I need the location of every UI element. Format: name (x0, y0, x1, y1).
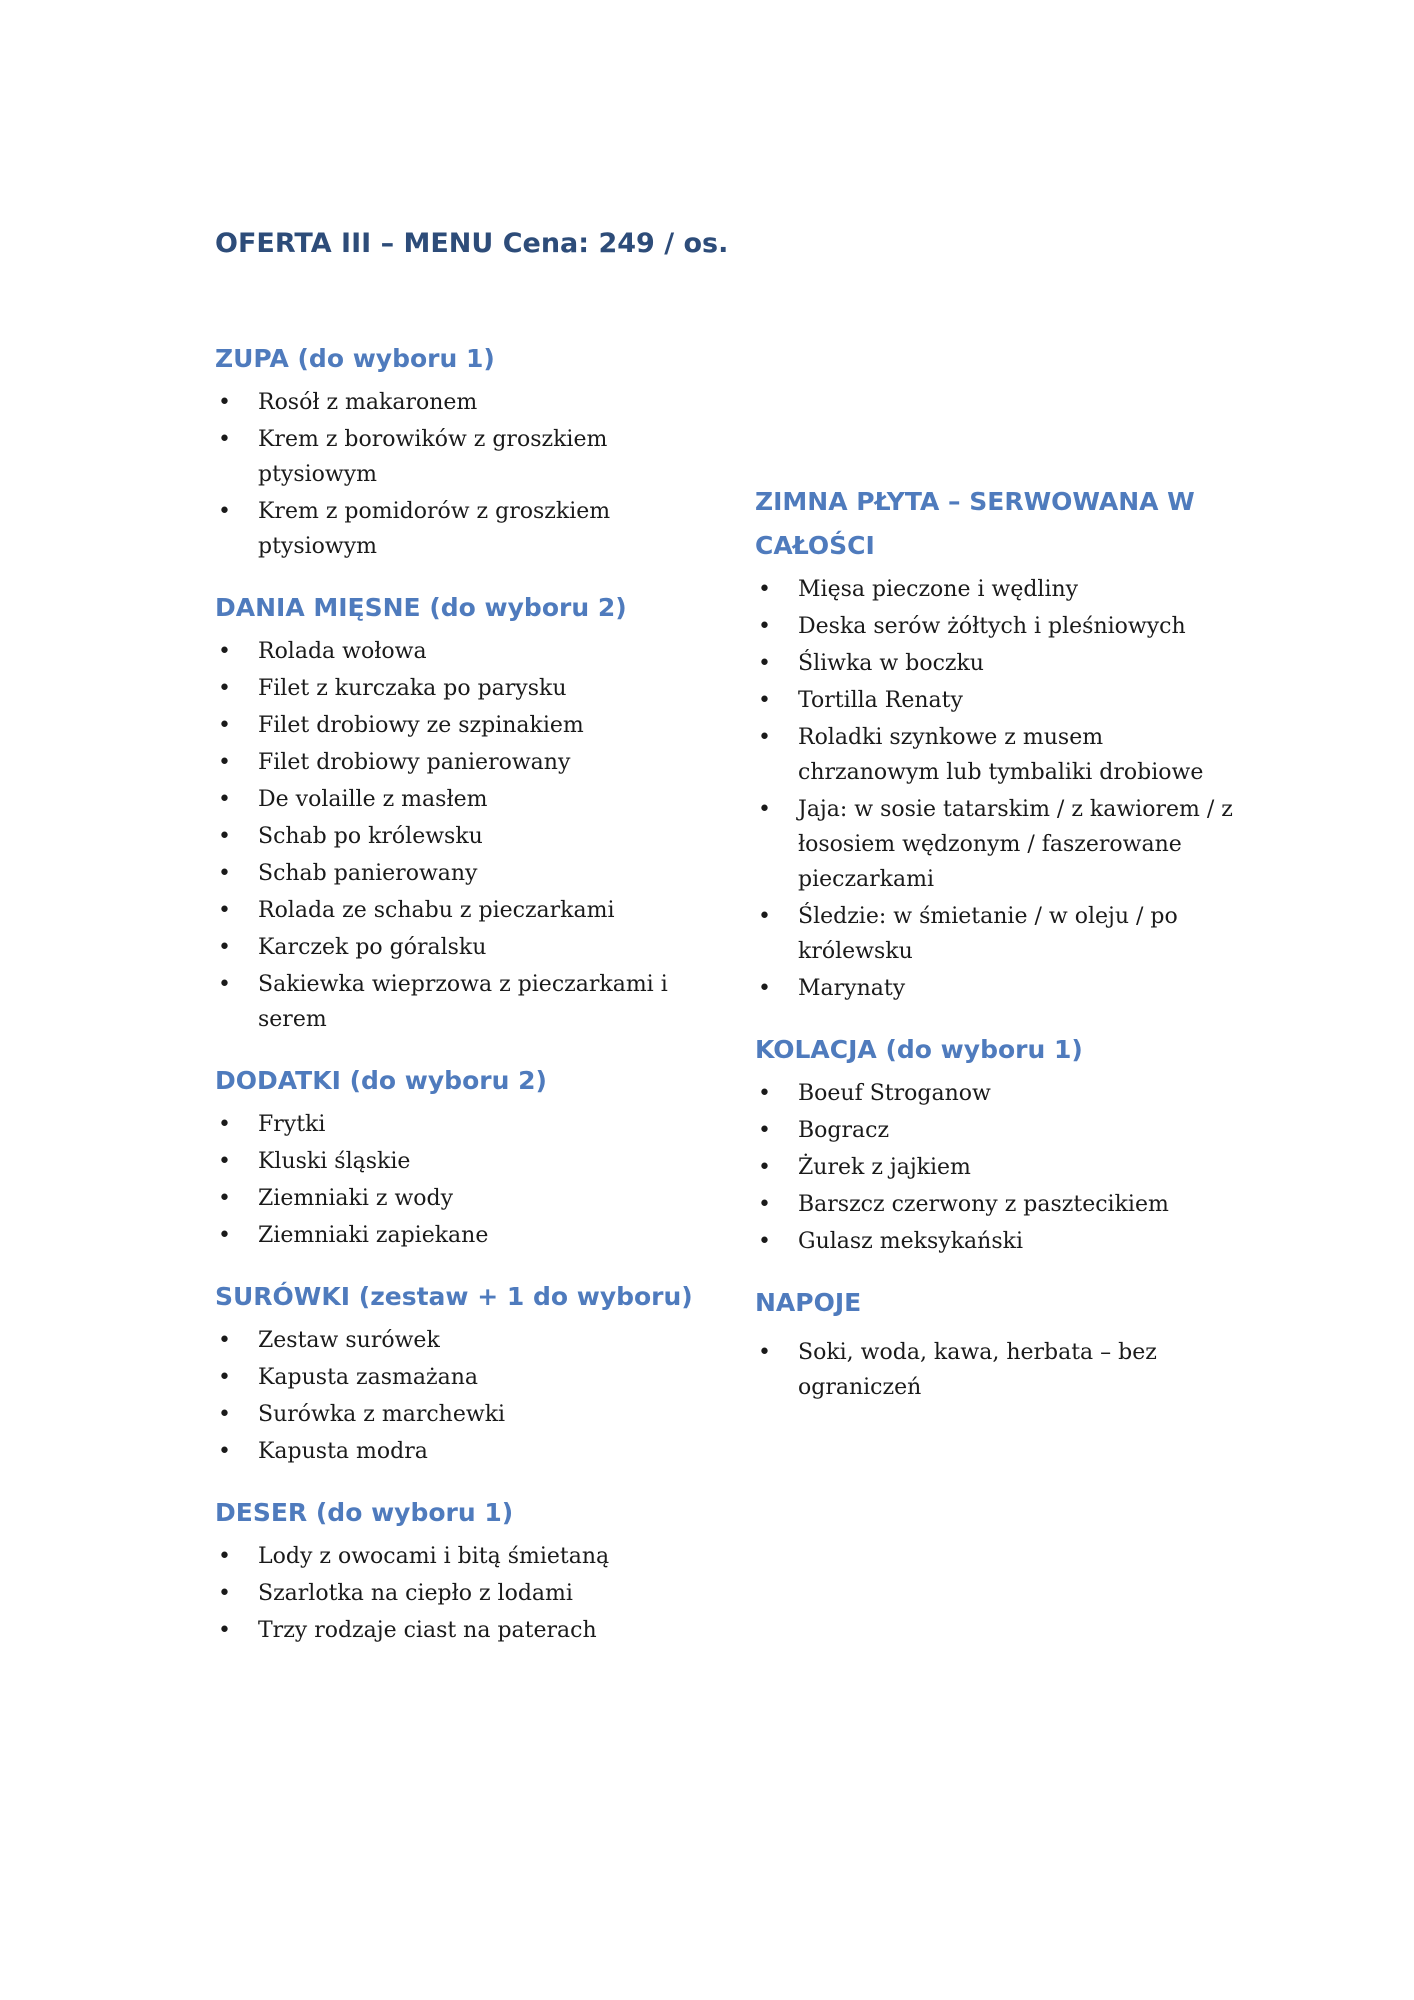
section-heading-surowki: SURÓWKI (zestaw + 1 do wyboru) (215, 1282, 693, 1311)
bullet-icon: • (218, 1618, 231, 1643)
menu-item (215, 385, 695, 420)
bullet-icon: • (758, 651, 771, 676)
menu-item-text: Ziemniaki z wody (258, 1186, 454, 1211)
menu-item (215, 1181, 695, 1216)
section-heading-zimna-plyta: ZIMNA PŁYTA – SERWOWANA W CAŁOŚCI (755, 487, 1195, 560)
menu-item-text: Gulasz meksykański (798, 1229, 1023, 1254)
section-heading-zupa: ZUPA (do wyboru 1) (215, 344, 495, 373)
bullet-icon: • (218, 1328, 231, 1353)
menu-item-text: Barszcz czerwony z pasztecikiem (798, 1192, 1169, 1217)
bullet-icon: • (218, 639, 231, 664)
bullet-icon: • (218, 1149, 231, 1174)
menu-item (215, 745, 695, 780)
item-list-surowki (215, 1323, 695, 1469)
bullet-icon: • (218, 972, 231, 997)
section-zupa (215, 337, 695, 564)
bullet-icon: • (218, 750, 231, 775)
menu-item (215, 1576, 695, 1611)
menu-item-text: Soki, woda, kawa, herbata – bez ograniczeń (798, 1340, 1157, 1400)
menu-item-text: De volaille z masłem (258, 787, 488, 812)
menu-item (215, 1613, 695, 1648)
menu-item-text: Trzy rodzaje ciast na paterach (258, 1618, 597, 1643)
bullet-icon: • (758, 1081, 771, 1106)
menu-item-text: Sakiewka wieprzowa z pieczarkami i serem (258, 972, 668, 1032)
menu-item-text: Krem z borowików z groszkiem ptysiowym (258, 427, 608, 487)
menu-item (755, 572, 1235, 607)
section-kolacja (755, 1028, 1235, 1259)
menu-item-text: Kapusta zasmażana (258, 1365, 479, 1390)
bullet-icon: • (758, 1118, 771, 1143)
bullet-icon: • (218, 935, 231, 960)
bullet-icon: • (218, 499, 231, 524)
section-heading-dodatki: DODATKI (do wyboru 2) (215, 1066, 547, 1095)
bullet-icon: • (218, 713, 231, 738)
section-heading-kolacja: KOLACJA (do wyboru 1) (755, 1035, 1083, 1064)
menu-item (215, 1144, 695, 1179)
right-column (755, 480, 1235, 1427)
bullet-icon: • (758, 1155, 771, 1180)
menu-item (215, 1397, 695, 1432)
menu-item-text: Rosół z makaronem (258, 390, 478, 415)
menu-item (755, 899, 1235, 969)
menu-item (215, 856, 695, 891)
menu-item-text: Deska serów żółtych i pleśniowych (798, 614, 1186, 639)
menu-item-text: Filet z kurczaka po parysku (258, 676, 567, 701)
menu-item (215, 422, 695, 492)
bullet-icon: • (218, 898, 231, 923)
bullet-icon: • (218, 390, 231, 415)
menu-item (215, 494, 695, 564)
menu-item (215, 634, 695, 669)
bullet-icon: • (218, 1402, 231, 1427)
menu-item (755, 609, 1235, 644)
bullet-icon: • (758, 904, 771, 929)
menu-item (215, 819, 695, 854)
section-heading-deser: DESER (do wyboru 1) (215, 1498, 514, 1527)
menu-item (755, 646, 1235, 681)
bullet-icon: • (218, 824, 231, 849)
menu-item (215, 1107, 695, 1142)
menu-item (215, 930, 695, 965)
menu-item-text: Tortilla Renaty (798, 688, 963, 713)
menu-item (755, 1150, 1235, 1185)
bullet-icon: • (758, 1340, 771, 1365)
bullet-icon: • (218, 787, 231, 812)
menu-item-text: Krem z pomidorów z groszkiem ptysiowym (258, 499, 611, 559)
menu-item (755, 1187, 1235, 1222)
menu-item-text: Zestaw surówek (258, 1328, 440, 1353)
menu-item-text: Karczek po góralsku (258, 935, 487, 960)
menu-item-text: Rolada wołowa (258, 639, 427, 664)
menu-item-text: Śliwka w boczku (798, 651, 984, 676)
section-dania-miesne (215, 586, 695, 1037)
bullet-icon: • (758, 976, 771, 1001)
item-list-dania-miesne (215, 634, 695, 1037)
menu-item-text: Frytki (258, 1112, 326, 1137)
bullet-icon: • (218, 1581, 231, 1606)
item-list-dodatki (215, 1107, 695, 1253)
bullet-icon: • (758, 1229, 771, 1254)
bullet-icon: • (218, 676, 231, 701)
menu-item (755, 1224, 1235, 1259)
menu-item (215, 967, 695, 1037)
section-heading-dania-miesne: DANIA MIĘSNE (do wyboru 2) (215, 593, 627, 622)
bullet-icon: • (758, 614, 771, 639)
left-column (215, 337, 695, 1670)
section-surowki (215, 1275, 695, 1469)
menu-item (755, 1113, 1235, 1148)
section-deser (215, 1491, 695, 1648)
menu-item-text: Jaja: w sosie tatarskim / z kawiorem / z łososiem wędzonym / faszerowane pieczarkami (798, 797, 1233, 892)
menu-item-text: Bogracz (798, 1118, 890, 1143)
menu-item (215, 1539, 695, 1574)
section-heading-napoje: NAPOJE (755, 1288, 862, 1317)
menu-item-text: Ziemniaki zapiekane (258, 1223, 489, 1248)
bullet-icon: • (218, 1223, 231, 1248)
menu-item (755, 1335, 1235, 1405)
menu-item (215, 782, 695, 817)
menu-item (215, 893, 695, 928)
menu-item (755, 720, 1235, 790)
menu-item (755, 971, 1235, 1006)
menu-item-text: Lody z owocami i bitą śmietaną (258, 1544, 610, 1569)
item-list-kolacja (755, 1076, 1235, 1259)
menu-item-text: Surówka z marchewki (258, 1402, 506, 1427)
menu-item (755, 1076, 1235, 1111)
bullet-icon: • (218, 1186, 231, 1211)
section-zimna-plyta (755, 480, 1235, 1006)
menu-item (215, 1434, 695, 1469)
bullet-icon: • (218, 1365, 231, 1390)
menu-item (755, 792, 1235, 897)
menu-item-text: Żurek z jajkiem (798, 1155, 971, 1180)
menu-item-text: Śledzie: w śmietanie / w oleju / po królewsku (798, 904, 1178, 964)
menu-item (215, 1323, 695, 1358)
bullet-icon: • (218, 1112, 231, 1137)
bullet-icon: • (758, 577, 771, 602)
menu-item-text: Kluski śląskie (258, 1149, 411, 1174)
item-list-zupa (215, 385, 695, 564)
menu-item (215, 671, 695, 706)
bullet-icon: • (758, 797, 771, 822)
menu-item-text: Filet drobiowy ze szpinakiem (258, 713, 584, 738)
menu-item-text: Szarlotka na ciepło z lodami (258, 1581, 573, 1606)
bullet-icon: • (758, 688, 771, 713)
bullet-icon: • (218, 427, 231, 452)
menu-item-text: Marynaty (798, 976, 906, 1001)
item-list-zimna-plyta (755, 572, 1235, 1006)
section-dodatki (215, 1059, 695, 1253)
menu-item-text: Roladki szynkowe z musem chrzanowym lub tymbaliki drobiowe (798, 725, 1204, 785)
page-title: OFERTA III – MENU Cena: 249 / os. (215, 228, 729, 259)
bullet-icon: • (758, 725, 771, 750)
menu-item-text: Filet drobiowy panierowany (258, 750, 571, 775)
menu-item-text: Kapusta modra (258, 1439, 428, 1464)
menu-item (755, 683, 1235, 718)
item-list-deser (215, 1539, 695, 1648)
section-napoje (755, 1281, 1235, 1405)
menu-item-text: Mięsa pieczone i wędliny (798, 577, 1079, 602)
bullet-icon: • (218, 1439, 231, 1464)
menu-item (215, 1360, 695, 1395)
menu-item (215, 708, 695, 743)
bullet-icon: • (218, 1544, 231, 1569)
menu-item-text: Schab panierowany (258, 861, 478, 886)
item-list-napoje (755, 1335, 1235, 1405)
menu-item (215, 1218, 695, 1253)
bullet-icon: • (218, 861, 231, 886)
menu-item-text: Rolada ze schabu z pieczarkami (258, 898, 615, 923)
bullet-icon: • (758, 1192, 771, 1217)
menu-item-text: Schab po królewsku (258, 824, 483, 849)
menu-item-text: Boeuf Stroganow (798, 1081, 991, 1106)
